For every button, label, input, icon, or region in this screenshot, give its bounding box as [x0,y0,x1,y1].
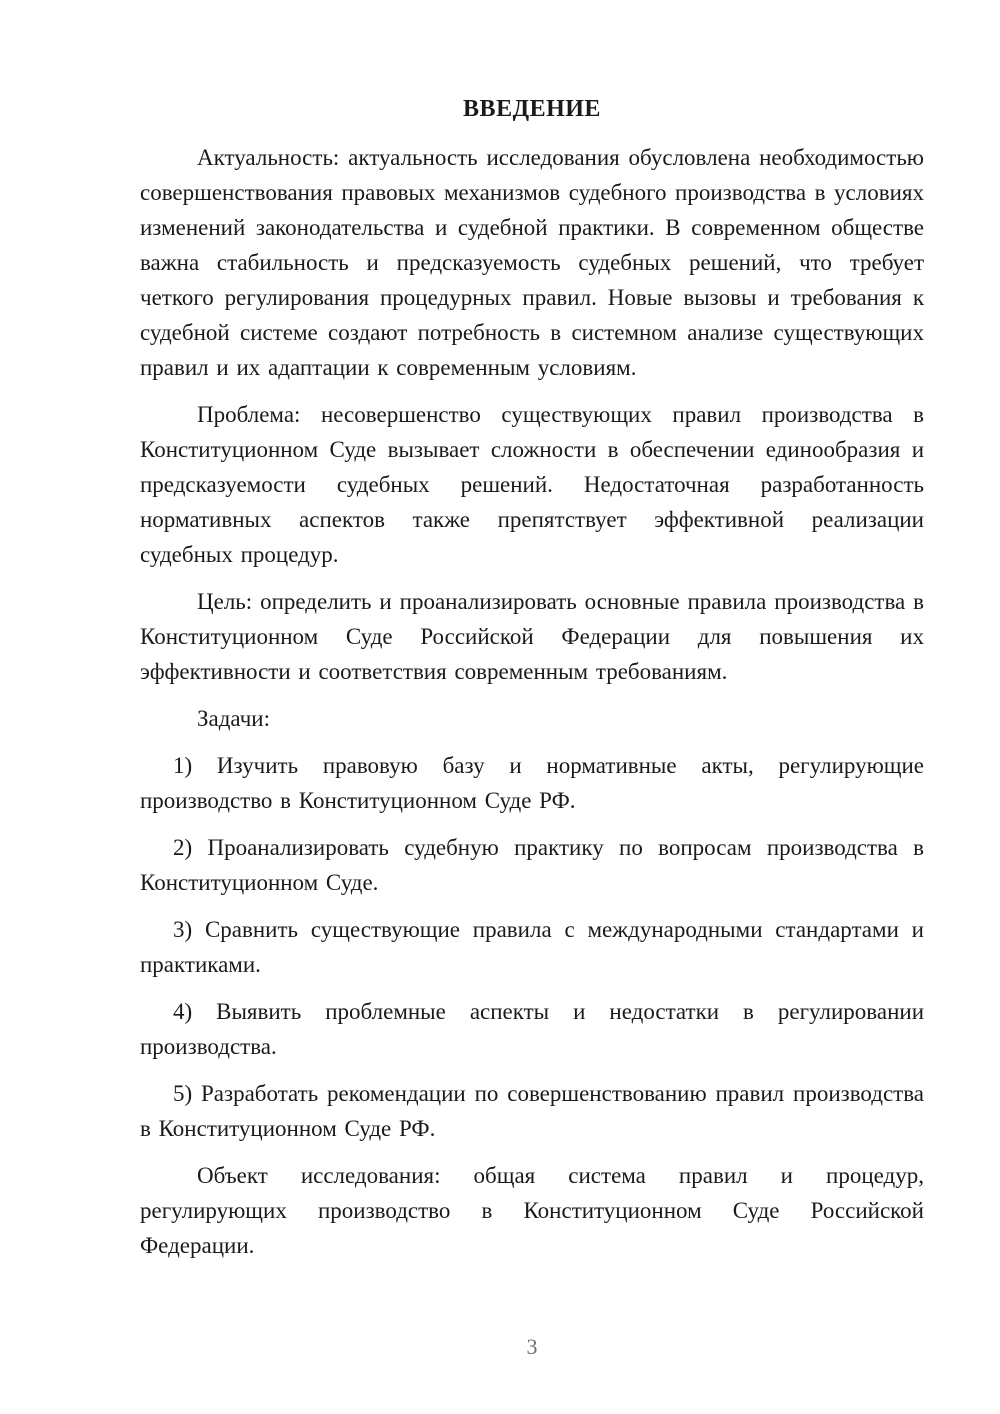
paragraph: Задачи: [197,706,270,731]
paragraph: Актуальность: актуальность исследования обусловлена необходимостью совершенствования правовых механизмов судебного производства в условиях изменений законодательства и судебной практики. В современном обществе важна стабильность и предсказуемость судебных решений, что требует четкого регулирования процедурных правил. Новые вызовы и требования к судебной системе создают потребность в системном анализе существующих правил и их адаптации к современным условиям. [140,145,924,380]
list-item: 1) Изучить правовую базу и нормативные акты, регулирующие производство в Конституционном Суде РФ. [140,753,924,813]
list-item: 3) Сравнить существующие правила с международными стандартами и практиками. [140,917,924,977]
page-title: ВВЕДЕНИЕ [463,96,601,122]
page-number: 3 [526,1334,538,1359]
list-item: 2) Проанализировать судебную практику по вопросам производства в Конституционном Суде. [140,835,924,895]
paragraph: Проблема: несовершенство существующих правил производства в Конституционном Суде вызывает сложности в обеспечении единообразия и предсказуемости судебных решений. Недостаточная разработанность нормативных аспектов также препятствует эффективной реализации судебных процедур. [140,402,924,567]
document-body [140,140,924,1263]
paragraph: Объект исследования: общая система правил и процедур, регулирующих производство в Конституционном Суде Российской Федерации. [140,1163,924,1258]
list-item: 5) Разработать рекомендации по совершенствованию правил производства в Конституционном Суде РФ. [140,1081,924,1141]
paragraph: Цель: определить и проанализировать основные правила производства в Конституционном Суде Российской Федерации для повышения их эффективности и соответствия современным требованиям. [140,589,924,684]
list-item: 4) Выявить проблемные аспекты и недостатки в регулировании производства. [140,999,924,1059]
